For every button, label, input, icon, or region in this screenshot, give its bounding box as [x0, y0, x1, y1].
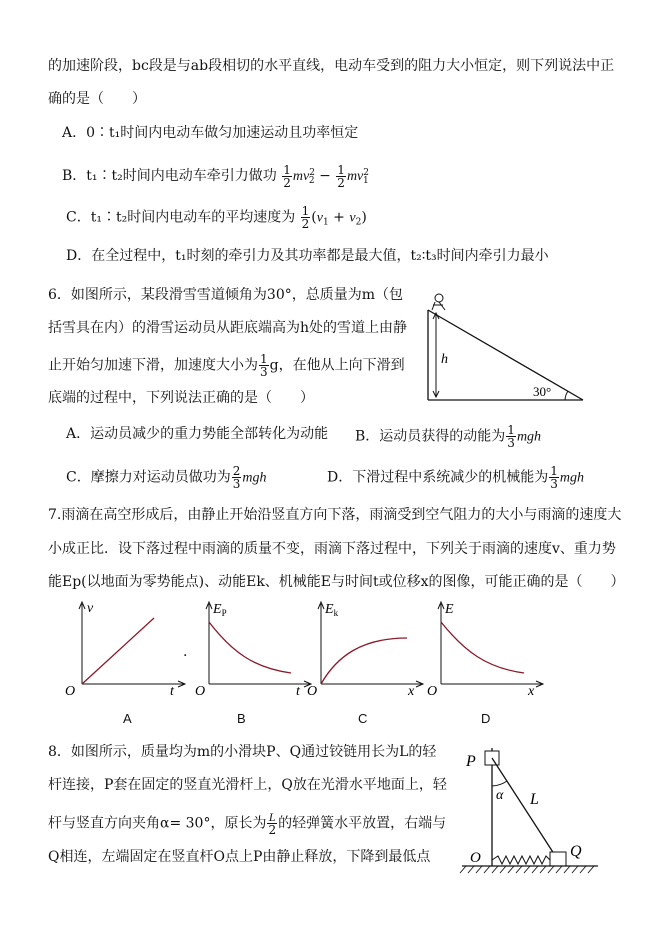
slope-height-label: h — [441, 352, 448, 367]
q7-line1: 7.雨滴在高空形成后，由静止开始沿竖直方向下落，雨滴受到空气阻力的大小与雨滴的速度大 — [48, 507, 622, 523]
q6-option-b: B．运动员获得的动能为 $\frac{1}{3}$ mgh — [355, 423, 542, 450]
q7-line2: 小成正比．设下落过程中雨滴的质量不变，雨滴下落过程中，下列关于雨滴的速度v、重力势 — [48, 541, 616, 557]
q6-line4: 底端的过程中，下列说法正确的是（ ） — [48, 390, 314, 406]
graph-a-origin: O — [65, 684, 76, 698]
slope-angle-label: 30° — [533, 384, 552, 399]
q5-stem-line1: 的加速阶段，bc段是与ab段相切的水平直线，电动车受到的阻力大小恒定，则下列说法中正 — [48, 58, 615, 74]
graph-d-y-label: E — [445, 602, 454, 617]
q8-line2: 杆连接，P套在固定的竖直光滑杆上，Q放在光滑水平地面上，轻 — [48, 777, 447, 793]
fig-label-alpha: α — [496, 788, 504, 803]
graph-d-x-label: x — [528, 684, 535, 698]
graph-a-y-label: v — [87, 601, 94, 616]
graph-d — [425, 598, 550, 698]
stray-dot: . — [183, 644, 188, 660]
ski-slope-figure — [415, 288, 590, 408]
graph-b — [192, 598, 317, 698]
q5-option-b-text: B．t₁∶t₂时间内电动车牵引力做功 — [62, 168, 277, 184]
fig-label-p: P — [466, 753, 476, 770]
q5-option-b: B．t₁∶t₂时间内电动车牵引力做功 $\frac{1}{2}$ $mv^2_2$ − $\frac{1}{2}$ $mv^2_1$ — [62, 162, 369, 190]
q5-option-c-text: C．t₁∶t₂时间内电动车的平均速度为 — [66, 209, 296, 226]
fig-label-l: L — [530, 791, 539, 808]
q8-line3: 杆与竖直方向夹角α= 30°，原长为 $\frac{L}{2}$ 的轻弹簧水平放置，右端与 — [48, 810, 447, 837]
q5-option-a: A．0∶t₁时间内电动车做匀加速运动且功率恒定 — [62, 125, 359, 141]
q5-option-d: D．在全过程中，t₁时刻的牵引力及其功率都是最大值，t₂∶t₃时间内牵引力最小 — [66, 248, 549, 264]
fig-label-o: O — [470, 850, 481, 866]
graph-c-curve — [321, 638, 407, 684]
graph-d-origin: O — [427, 684, 438, 698]
graph-d-label: D — [481, 711, 491, 726]
slider-q-block — [550, 852, 566, 866]
q6-option-d-text: D．下滑过程中系统减少的机械能为 — [327, 469, 549, 486]
q6-line2: 括雪具在内）的滑雪运动员从距底端高为h处的雪道上由静 — [48, 320, 408, 336]
q7-line3: 能Ep(以地面为零势能点)、动能Ek、机械能E与时间t或位移x的图像，可能正确的是（ ） — [48, 574, 625, 590]
q6-option-c: C．摩擦力对运动员做功为 $\frac{2}{3}$ mgh — [66, 464, 267, 491]
q6-option-b-text: B．运动员获得的动能为 — [355, 428, 506, 445]
graph-a-x-label: t — [170, 684, 174, 698]
q6-line3-part2: g，在他从上向下滑到 — [269, 357, 405, 374]
q6-option-d: D．下滑过程中系统减少的机械能为 $\frac{1}{3}$ mgh — [327, 464, 584, 491]
fig-label-q: Q — [570, 843, 582, 860]
q6-option-a: A．运动员减少的重力势能全部转化为动能 — [66, 426, 329, 442]
graph-c-y-label: $E_k$ — [325, 602, 339, 618]
graph-b-y-label: $E_P$ — [213, 602, 227, 618]
graph-c — [307, 598, 432, 698]
graph-a-label: A — [123, 711, 132, 726]
q8-line4: Q相连，左端固定在竖直杆O点上P由静止释放，下降到最低点 — [48, 849, 431, 865]
graph-c-x-label: x — [408, 684, 415, 698]
q6-line3-part1: 止开始匀加速下滑，加速度大小为 — [48, 357, 258, 374]
graph-a-curve — [82, 618, 154, 684]
q5-stem-line2: 确的是（ ） — [48, 91, 146, 107]
slider-rod-figure — [458, 738, 608, 878]
graph-b-x-label: t — [296, 684, 300, 698]
graph-c-label: C — [358, 711, 368, 726]
graph-b-origin: O — [195, 684, 206, 698]
q8-line1: 8．如图所示，质量均为m的小滑块P、Q通过铰链用长为L的轻 — [48, 744, 437, 760]
graph-b-curve — [209, 622, 291, 673]
q5-option-c: C．t₁∶t₂时间内电动车的平均速度为 $\frac{1}{2}$ $(v_1 + v_2)$ — [66, 204, 367, 231]
q8-line3-part1: 杆与竖直方向夹角α= 30°，原长为 — [48, 815, 267, 832]
q8-line3-part2: 的轻弹簧水平放置，右端与 — [278, 815, 447, 832]
graph-d-curve — [441, 622, 524, 673]
graph-c-origin: O — [307, 684, 318, 698]
graph-a — [62, 598, 187, 698]
graph-b-label: B — [237, 711, 246, 726]
q6-option-c-text: C．摩擦力对运动员做功为 — [66, 469, 231, 486]
q6-line1: 6．如图所示，某段滑雪雪道倾角为30°，总质量为m（包 — [48, 287, 403, 303]
q6-line3: 止开始匀加速下滑，加速度大小为 $\frac{1}{3}$ g，在他从上向下滑到 — [48, 352, 405, 379]
